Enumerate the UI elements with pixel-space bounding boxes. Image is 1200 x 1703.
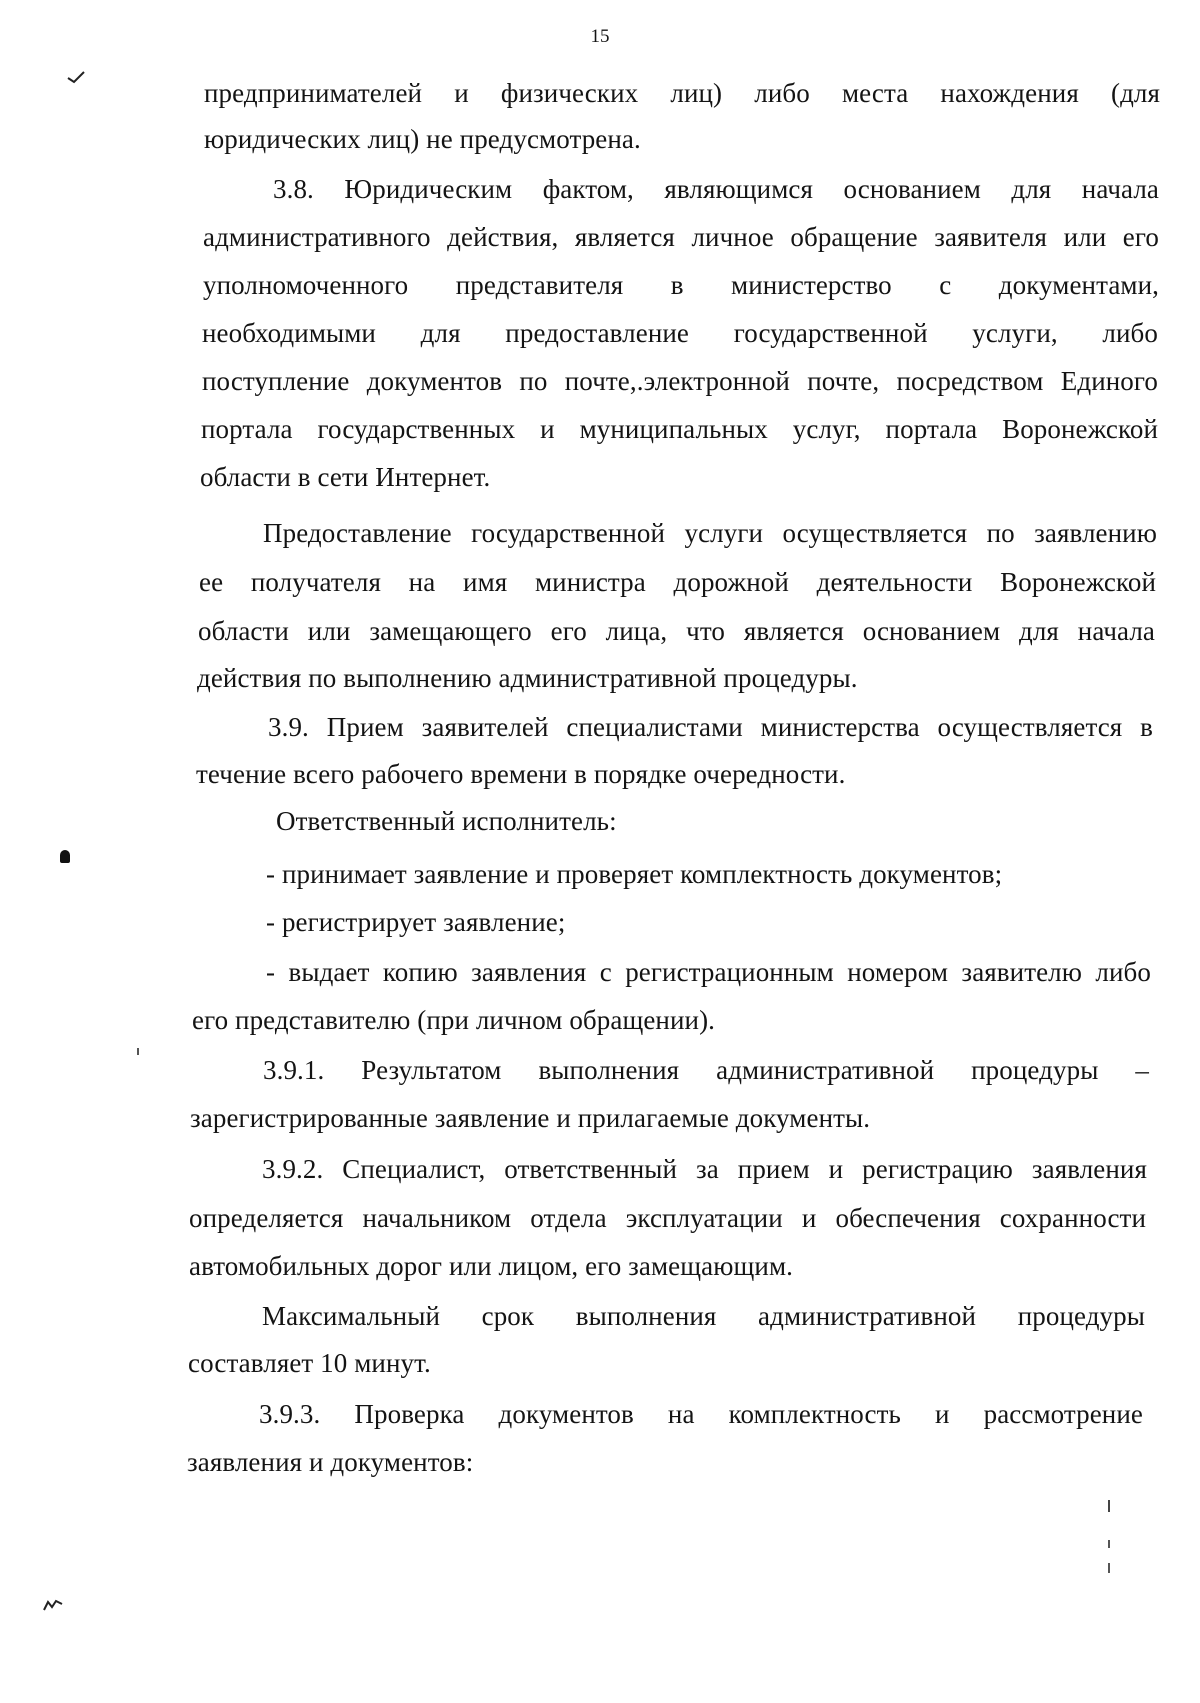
text-line: 3.9.2. Специалист, ответственный за прием и регистрацию заявления [262, 1154, 1147, 1184]
scan-mark-dot [137, 1048, 139, 1055]
text-line: 3.9.1. Результатом выполнения административной процедуры – [263, 1055, 1149, 1085]
text-line: составляет 10 минут. [188, 1348, 431, 1378]
text-line: 3.9.3. Проверка документов на комплектность и рассмотрение [259, 1399, 1143, 1429]
scan-mark-dot [1108, 1540, 1110, 1548]
text-line: юридических лиц) не предусмотрена. [204, 124, 641, 154]
text-line: зарегистрированные заявление и прилагаемые документы. [190, 1103, 871, 1133]
text-line: уполномоченного представителя в министерство с документами, [203, 270, 1159, 300]
text-line: определяется начальником отдела эксплуатации и обеспечения сохранности [189, 1203, 1146, 1233]
scan-mark-dot [1108, 1500, 1110, 1512]
scan-mark-blob [60, 850, 70, 863]
text-line: портала государственных и муниципальных услуг, портала Воронежской [201, 414, 1158, 444]
text-line: предпринимателей и физических лиц) либо места нахождения (для [204, 78, 1160, 108]
page-number: 15 [590, 26, 610, 47]
text-line: ее получателя на имя министра дорожной деятельности Воронежской [199, 567, 1156, 597]
text-line: области в сети Интернет. [200, 462, 491, 492]
text-line: заявления и документов: [187, 1447, 474, 1477]
scan-mark-dot [1108, 1563, 1110, 1573]
text-line: Ответственный исполнитель: [276, 806, 617, 836]
text-line: необходимыми для предоставление государственной услуги, либо [202, 318, 1158, 348]
text-line: Предоставление государственной услуги осуществляется по заявлению [263, 518, 1157, 548]
text-line: поступление документов по почте,.электронной почте, посредством Единого [202, 366, 1158, 396]
text-line: административного действия, является личное обращение заявителя или его [203, 222, 1159, 252]
text-line: 3.8. Юридическим фактом, являющимся основанием для начала [273, 174, 1159, 204]
text-line: 3.9. Прием заявителей специалистами министерства осуществляется в [268, 712, 1153, 742]
text-line: его представителю (при личном обращении). [192, 1005, 716, 1035]
text-line: - принимает заявление и проверяет комплектность документов; [266, 859, 1003, 889]
text-line: области или замещающего его лица, что является основанием для начала [198, 616, 1155, 646]
text-line: - выдает копию заявления с регистрационным номером заявителю либо [266, 957, 1151, 987]
text-line: автомобильных дорог или лицом, его замещающим. [189, 1251, 793, 1281]
scan-mark-tick [66, 70, 88, 86]
text-line: течение всего рабочего времени в порядке очередности. [196, 759, 846, 789]
text-line: - регистрирует заявление; [266, 907, 566, 937]
text-line: действия по выполнению административной процедуры. [197, 663, 858, 693]
scan-mark-squiggle [42, 1598, 64, 1612]
text-line: Максимальный срок выполнения административной процедуры [262, 1301, 1145, 1331]
